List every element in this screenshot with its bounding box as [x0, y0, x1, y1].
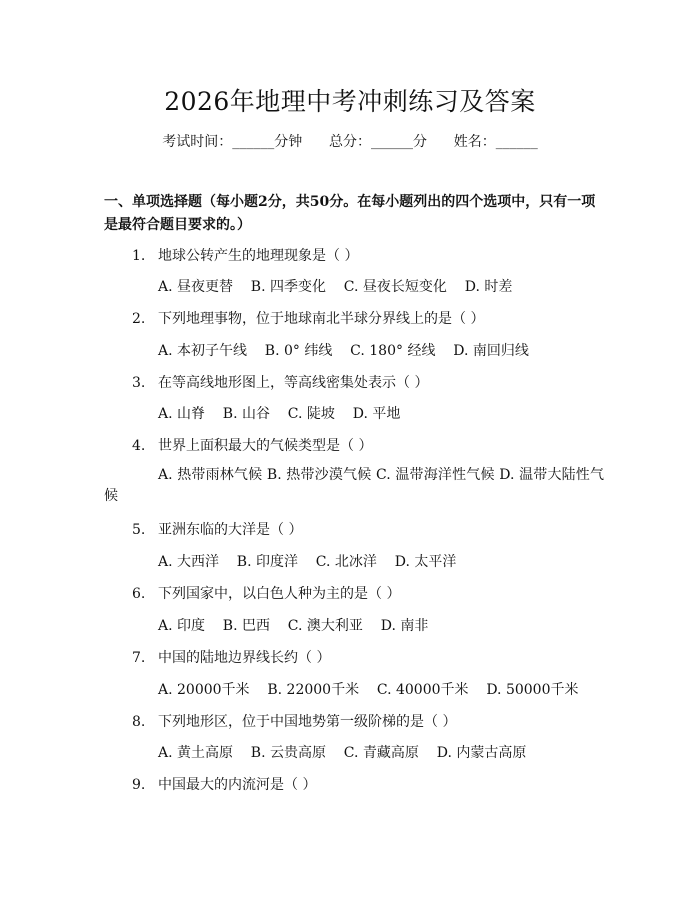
question-text: 亚洲东临的大洋是（ ） — [158, 522, 303, 538]
question-1 — [132, 245, 358, 265]
question-text: 下列地形区，位于中国地势第一级阶梯的是（ ） — [158, 714, 457, 730]
question-text: 中国的陆地边界线长约（ ） — [158, 650, 331, 666]
exam-info-line: 考试时间：______分钟 总分：______分 姓名：______ — [162, 134, 538, 150]
question-number: 7. — [132, 650, 146, 666]
question-9 — [132, 774, 316, 794]
question-text: 地球公转产生的地理现象是（ ） — [158, 248, 359, 264]
question-3 — [132, 372, 428, 392]
question-8 — [132, 711, 456, 731]
question-number: 5. — [132, 522, 146, 538]
question-number: 4. — [132, 438, 146, 454]
question-8-options: A. 黄土高原 B. 云贵高原 C. 青藏高原 D. 内蒙古高原 — [158, 745, 527, 761]
question-number: 8. — [132, 714, 146, 730]
question-text: 世界上面积最大的气候类型是（ ） — [158, 438, 373, 454]
question-text: 在等高线地形图上，等高线密集处表示（ ） — [158, 375, 429, 391]
question-text: 下列地理事物，位于地球南北半球分界线上的是（ ） — [158, 311, 485, 327]
page-title: 2026年地理中考冲刺练习及答案 — [164, 87, 536, 116]
question-text: 下列国家中，以白色人种为主的是（ ） — [158, 586, 401, 602]
question-4-options: A. 热带雨林气候 B. 热带沙漠气候 C. 温带海洋性气候 D. 温带大陆性气候 — [104, 467, 604, 504]
question-number: 1. — [132, 248, 146, 264]
section-heading: 一、单项选择题（每小题2分，共50分。在每小题列出的四个选项中，只有一项是最符合题目要求的。） — [104, 194, 596, 233]
question-number: 6. — [132, 586, 146, 602]
question-5-options: A. 大西洋 B. 印度洋 C. 北冰洋 D. 太平洋 — [158, 554, 457, 570]
question-4 — [132, 435, 372, 455]
question-3-options: A. 山脊 B. 山谷 C. 陡坡 D. 平地 — [158, 406, 401, 422]
question-7-options: A. 20000千米 B. 22000千米 C. 40000千米 D. 50000千米 — [158, 682, 579, 698]
question-7 — [132, 647, 330, 667]
question-2-options: A. 本初子午线 B. 0° 纬线 C. 180° 经线 D. 南回归线 — [158, 343, 529, 359]
question-number: 9. — [132, 777, 146, 793]
question-6-options: A. 印度 B. 巴西 C. 澳大利亚 D. 南非 — [158, 618, 429, 634]
question-number: 3. — [132, 375, 146, 391]
question-text: 中国最大的内流河是（ ） — [158, 777, 317, 793]
question-number: 2. — [132, 311, 146, 327]
question-2 — [132, 308, 484, 328]
question-6 — [132, 583, 400, 603]
question-1-options: A. 昼夜更替 B. 四季变化 C. 昼夜长短变化 D. 时差 — [158, 279, 513, 295]
question-5 — [132, 519, 302, 539]
